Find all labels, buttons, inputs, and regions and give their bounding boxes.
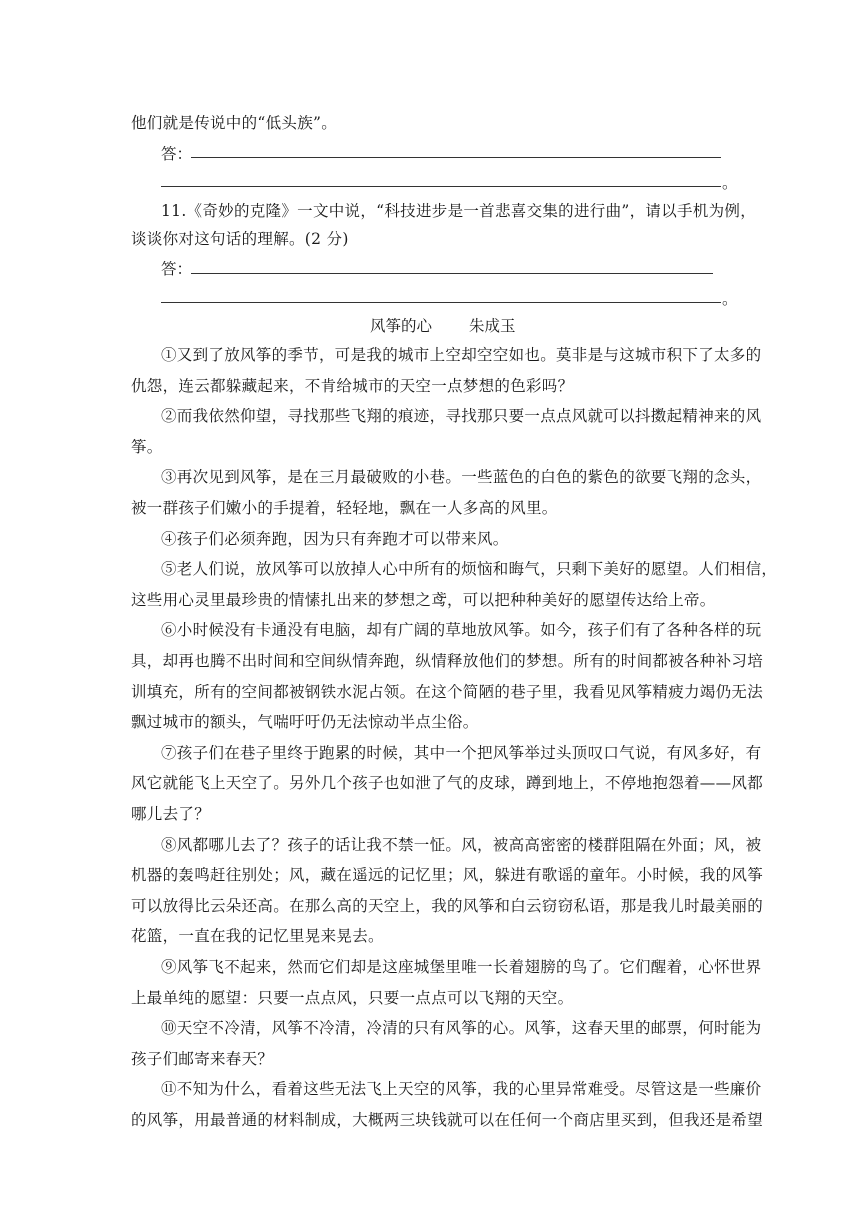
q11-answer-label: 答：	[161, 260, 193, 278]
article-line: ⑧风都哪儿去了？孩子的话让我不禁一怔。风，被高高密密的楼群阻隔在外面；风，被	[161, 835, 762, 854]
q11-end-mark: 。	[722, 290, 738, 308]
article-line: 训填充，所有的空间都被钢铁水泥占领。在这个简陋的巷子里，我看见风筝精疲力竭仍无法	[131, 682, 764, 701]
article-line: 孩子们邮寄来春天？	[131, 1049, 274, 1068]
article-line: ①又到了放风筝的季节，可是我的城市上空却空空如也。莫非是与这城市积下了太多的	[161, 346, 762, 364]
q11-line-2: 谈谈你对这句话的理解。(2 分)	[131, 230, 349, 248]
article-line: ⑤老人们说，放风筝可以放掉人心中所有的烦恼和晦气，只剩下美好的愿望。人们相信，	[161, 560, 778, 579]
article-line: ⑥小时候没有卡通没有电脑，却有广阔的草地放风筝。如今，孩子们有了各种各样的玩	[161, 621, 762, 640]
article-line: 哪儿去了？	[131, 805, 211, 823]
article-line: 机器的轰鸣赶往别处；风，藏在遥远的记忆里；风，躲进有歌谣的童年。小时候，我的风筝	[131, 866, 764, 885]
article-line: 筝。	[131, 437, 163, 456]
article-title: 风筝的心	[370, 317, 433, 335]
article-line: 仇怨，连云都躲藏起来，不肯给城市的天空一点梦想的色彩吗？	[131, 376, 574, 395]
q10-answer-line-1[interactable]	[191, 157, 721, 158]
q10-answer-label: 答：	[161, 145, 193, 163]
article-author: 朱成玉	[469, 317, 516, 335]
article-line: ③再次见到风筝，是在三月最破败的小巷。一些蓝色的白色的紫色的欲要飞翔的念头，	[161, 468, 762, 487]
article-line: ⑨风筝飞不起来，然而它们却是这座城堡里唯一长着翅膀的鸟了。它们醒着，心怀世界	[161, 958, 762, 976]
q10-answer-line-2[interactable]	[161, 186, 721, 187]
q10-end-mark: 。	[722, 174, 738, 192]
article-line: ⑪不知为什么，看着这些无法飞上天空的风筝，我的心里异常难受。尽管这是一些廉价	[161, 1080, 762, 1099]
article-line: 飘过城市的额头，气喘吁吁仍无法惊动半点尘俗。	[131, 713, 479, 732]
article-line: 的风筝，用最普通的材料制成，大概两三块钱就可以在任何一个商店里买到，但我还是希望	[131, 1111, 764, 1129]
article-line: 花篮，一直在我的记忆里晃来晃去。	[131, 927, 384, 946]
intro-tail-text: 他们就是传说中的“低头族”。	[131, 114, 338, 132]
article-line: ②而我依然仰望，寻找那些飞翔的痕迹，寻找那只要一点点风就可以抖擞起精神来的风	[161, 407, 762, 426]
article-line: 风它就能飞上天空了。另外几个孩子也如泄了气的皮球，蹲到地上，不停地抱怨着——风都	[131, 774, 764, 793]
article-line: 具，却再也腾不出时间和空间纵情奔跑，纵情释放他们的梦想。所有的时间都被各种补习培	[131, 652, 764, 670]
q11-line-1: 11.《奇妙的克隆》一文中说，“科技进步是一首悲喜交集的进行曲”，请以手机为例，	[161, 202, 757, 220]
article-line: ⑩天空不冷清，风筝不冷清，冷清的只有风筝的心。风筝，这春天里的邮票，何时能为	[161, 1019, 762, 1038]
article-line: 上最单纯的愿望：只要一点点风，只要一点点可以飞翔的天空。	[131, 988, 574, 1007]
article-line: ⑦孩子们在巷子里终于跑累的时候，其中一个把风筝举过头顶叹口气说，有风多好，有	[161, 743, 762, 762]
article-line: ④孩子们必须奔跑，因为只有奔跑才可以带来风。	[161, 529, 509, 548]
article-line: 可以放得比云朵还高。在那么高的天空上，我的风筝和白云窃窃私语，那是我儿时最美丽的	[131, 896, 764, 915]
article-line: 这些用心灵里最珍贵的情愫扎出来的梦想之鸢，可以把种种美好的愿望传达给上帝。	[131, 590, 716, 609]
q11-answer-line-1[interactable]	[191, 273, 713, 274]
article-line: 被一群孩子们嫩小的手提着，轻轻地，飘在一人多高的风里。	[131, 499, 558, 517]
q11-answer-line-2[interactable]	[161, 302, 721, 303]
